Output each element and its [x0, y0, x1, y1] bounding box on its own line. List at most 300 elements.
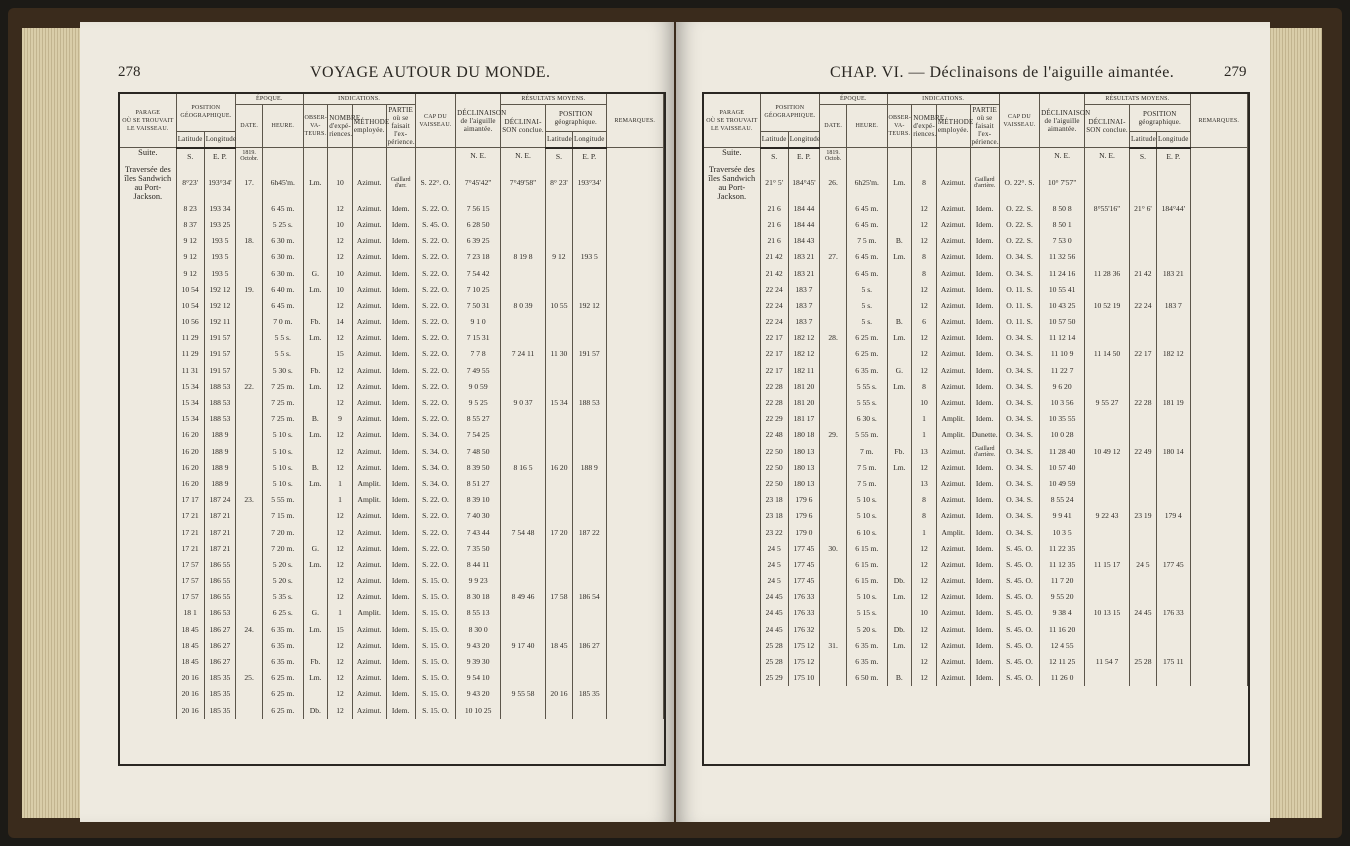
table-cell: 6 25 m. — [263, 686, 303, 702]
table-cell: 10 52 19 — [1085, 298, 1130, 314]
table-cell-remarques — [1190, 476, 1247, 492]
table-cell: 17 57 — [176, 557, 204, 573]
table-cell — [303, 686, 328, 702]
table-cell — [704, 524, 760, 540]
table-cell: 9 9 23 — [456, 573, 501, 589]
table-cell — [1085, 314, 1130, 330]
table-cell — [887, 476, 912, 492]
table-cell: E. P. — [204, 148, 235, 165]
table-cell — [912, 148, 937, 165]
table-cell: 6 45 m. — [847, 217, 887, 233]
table-cell: 10 — [328, 165, 353, 201]
header-observateurs: OBSER- VA- TEURS. — [887, 105, 912, 148]
table-cell: 18 45 — [545, 638, 572, 654]
table-cell: 8 — [912, 379, 937, 395]
table-cell — [1129, 314, 1156, 330]
table-cell — [120, 589, 176, 605]
table-cell: 8 44 11 — [456, 557, 501, 573]
table-cell: 7 53 0 — [1040, 233, 1085, 249]
table-cell: Idem. — [970, 476, 999, 492]
table-cell — [1129, 217, 1156, 233]
table-cell: 188 9 — [572, 460, 606, 476]
table-cell — [1085, 233, 1130, 249]
table-cell: Idem. — [386, 282, 415, 298]
table-cell: 21 6 — [760, 233, 788, 249]
table-cell: Lm. — [303, 379, 328, 395]
table-cell: 11 12 14 — [1040, 330, 1085, 346]
table-cell: 10 — [328, 217, 353, 233]
table-cell: Azimut. — [936, 298, 970, 314]
table-cell: 6 30 s. — [847, 411, 887, 427]
table-cell — [1156, 427, 1190, 443]
table-cell: 6 45 m. — [263, 298, 303, 314]
table-cell: 12 — [912, 589, 937, 605]
table-cell: 188 9 — [204, 427, 235, 443]
table-cell — [501, 363, 546, 379]
table-cell: 12 — [328, 444, 353, 460]
table-row — [120, 148, 664, 165]
table-row — [120, 605, 664, 621]
table-cell — [820, 201, 847, 217]
table-cell: Idem. — [386, 541, 415, 557]
header-latitude-result: Latitude — [1129, 131, 1156, 147]
table-cell: 5 30 s. — [263, 363, 303, 379]
table-cell: 184 44 — [788, 201, 819, 217]
table-cell — [501, 444, 546, 460]
table-cell: Azimut. — [936, 217, 970, 233]
table-cell: 17 21 — [176, 524, 204, 540]
table-cell: 18 45 — [176, 622, 204, 638]
table-cell — [820, 622, 847, 638]
header-declinaison: DÉCLINAISON de l'aiguille aimantée. — [1040, 94, 1085, 148]
table-cell: 8 — [912, 492, 937, 508]
table-cell: Azimut. — [352, 217, 386, 233]
table-cell-remarques — [606, 346, 663, 362]
table-row — [704, 460, 1248, 476]
table-cell: 182 12 — [788, 346, 819, 362]
table-cell: N. E. — [1085, 148, 1130, 165]
table-cell: Azimut. — [936, 395, 970, 411]
table-cell: 1 — [912, 411, 937, 427]
table-cell: Amplit. — [936, 524, 970, 540]
table-cell: S. 45. O. — [415, 217, 455, 233]
table-cell — [820, 265, 847, 281]
table-cell: 11 31 — [176, 363, 204, 379]
table-cell: O. 11. S. — [999, 314, 1039, 330]
table-cell: 183 21 — [1156, 265, 1190, 281]
table-cell-remarques — [1190, 201, 1247, 217]
table-cell: 24 45 — [760, 622, 788, 638]
table-cell — [572, 508, 606, 524]
table-cell — [887, 346, 912, 362]
table-cell: S. 45. O. — [999, 670, 1039, 686]
table-cell — [1085, 492, 1130, 508]
table-cell: 193 34 — [204, 201, 235, 217]
table-cell: 9 55 58 — [501, 686, 546, 702]
table-cell: 22 24 — [760, 298, 788, 314]
table-cell: Azimut. — [352, 395, 386, 411]
table-cell: Gaillard d'arr. — [386, 165, 415, 201]
table-cell: 186 55 — [204, 589, 235, 605]
table-cell — [501, 557, 546, 573]
table-cell: Azimut. — [352, 670, 386, 686]
table-cell: Idem. — [386, 654, 415, 670]
table-cell: 17 57 — [176, 573, 204, 589]
table-cell: 9 54 10 — [456, 670, 501, 686]
table-cell — [572, 363, 606, 379]
table-cell: 15 34 — [176, 411, 204, 427]
table-cell: Azimut. — [352, 541, 386, 557]
page-edges-left — [22, 28, 80, 818]
table-cell — [820, 573, 847, 589]
table-cell: 177 45 — [788, 557, 819, 573]
table-cell: 11 10 9 — [1040, 346, 1085, 362]
table-cell: 180 14 — [1156, 444, 1190, 460]
table-cell — [1156, 165, 1190, 201]
table-cell — [1085, 249, 1130, 265]
table-cell: 25 28 — [760, 654, 788, 670]
table-cell: Lm. — [303, 476, 328, 492]
table-cell: 11 29 — [176, 330, 204, 346]
table-cell: 176 33 — [788, 605, 819, 621]
table-cell: 20 16 — [176, 670, 204, 686]
table-cell: 8 19 8 — [501, 249, 546, 265]
table-cell: 182 12 — [788, 330, 819, 346]
table-cell: S. 22°. O. — [415, 165, 455, 201]
table-cell — [704, 346, 760, 362]
table-cell: 186 55 — [204, 557, 235, 573]
table-cell: E. P. — [1156, 148, 1190, 165]
table-cell: 9 9 41 — [1040, 508, 1085, 524]
table-row — [704, 379, 1248, 395]
table-cell: 12 — [912, 330, 937, 346]
header-nombre: NOMBRE d'expé- riences. — [328, 105, 353, 148]
table-cell — [1085, 622, 1130, 638]
table-cell: 21° 5' — [760, 165, 788, 201]
table-cell: 179 4 — [1156, 508, 1190, 524]
table-cell: 176 33 — [788, 589, 819, 605]
table-row — [120, 541, 664, 557]
header-heure: HEURE. — [847, 105, 887, 148]
table-cell: Suite. — [704, 148, 760, 165]
table-cell: 7 7 8 — [456, 346, 501, 362]
table-row — [120, 427, 664, 443]
header-epoque: ÉPOQUE. — [236, 94, 303, 105]
table-cell-remarques — [1190, 524, 1247, 540]
table-cell: 12 — [912, 622, 937, 638]
table-cell: 22 17 — [760, 363, 788, 379]
table-cell: 1819. Octobr. — [236, 148, 263, 165]
table-cell: 31. — [820, 638, 847, 654]
table-cell: N. E. — [456, 148, 501, 165]
table-cell: Idem. — [970, 233, 999, 249]
table-cell-remarques — [1190, 148, 1247, 165]
table-cell: 1 — [328, 492, 353, 508]
table-cell: S. 22. O. — [415, 233, 455, 249]
table-row — [120, 589, 664, 605]
table-row — [704, 541, 1248, 557]
table-cell: O. 34. S. — [999, 379, 1039, 395]
table-cell: 12 — [912, 233, 937, 249]
table-cell: 193 5 — [204, 233, 235, 249]
table-row — [120, 670, 664, 686]
table-cell: Azimut. — [936, 346, 970, 362]
table-cell: Azimut. — [936, 233, 970, 249]
table-row — [704, 282, 1248, 298]
table-cell: 177 45 — [1156, 557, 1190, 573]
table-cell — [501, 622, 546, 638]
table-cell — [120, 686, 176, 702]
table-cell — [704, 541, 760, 557]
table-cell: Idem. — [970, 622, 999, 638]
table-cell: B. — [887, 314, 912, 330]
table-cell: 22 24 — [760, 314, 788, 330]
table-cell: 23. — [236, 492, 263, 508]
table-cell: 5 10 s. — [847, 508, 887, 524]
table-cell: Azimut. — [352, 654, 386, 670]
table-cell: S. 22. O. — [415, 282, 455, 298]
table-cell: Idem. — [386, 217, 415, 233]
table-cell — [572, 605, 606, 621]
table-row — [120, 460, 664, 476]
table-cell: 6 50 m. — [847, 670, 887, 686]
table-cell: S. 22. O. — [415, 249, 455, 265]
table-cell: 12 — [328, 524, 353, 540]
table-cell — [120, 363, 176, 379]
table-cell — [820, 605, 847, 621]
table-cell: S. 22. O. — [415, 298, 455, 314]
table-cell: 192 11 — [204, 314, 235, 330]
table-cell: Idem. — [386, 573, 415, 589]
header-methode: MÉTHODE employée. — [936, 105, 970, 148]
table-cell: 17 20 — [545, 524, 572, 540]
table-cell — [545, 282, 572, 298]
table-cell: 22 50 — [760, 444, 788, 460]
table-cell: Azimut. — [352, 427, 386, 443]
table-cell — [1085, 379, 1130, 395]
table-cell: 9 55 20 — [1040, 589, 1085, 605]
table-cell: 5 s. — [847, 314, 887, 330]
table-cell — [545, 314, 572, 330]
table-cell: 5 10 s. — [847, 589, 887, 605]
table-cell-remarques — [606, 654, 663, 670]
table-cell: Azimut. — [352, 314, 386, 330]
table-cell: 16 20 — [176, 476, 204, 492]
table-cell: 188 9 — [204, 476, 235, 492]
table-cell: Azimut. — [352, 460, 386, 476]
table-cell: 7 15 m. — [263, 508, 303, 524]
table-cell: Idem. — [970, 282, 999, 298]
table-cell: 5 10 s. — [263, 460, 303, 476]
table-cell — [887, 508, 912, 524]
table-cell: 6 35 m. — [263, 654, 303, 670]
table-cell — [820, 282, 847, 298]
table-cell-remarques — [1190, 427, 1247, 443]
table-cell: Azimut. — [936, 476, 970, 492]
table-cell: Azimut. — [352, 233, 386, 249]
header-latitude-result: Latitude — [545, 131, 572, 147]
table-cell: 8°23' — [176, 165, 204, 201]
table-cell — [236, 201, 263, 217]
table-cell: 7 54 48 — [501, 524, 546, 540]
table-cell — [120, 460, 176, 476]
table-cell: 183 7 — [788, 298, 819, 314]
table-cell: Azimut. — [936, 201, 970, 217]
table-cell — [820, 476, 847, 492]
table-cell: S. 22. O. — [415, 411, 455, 427]
table-cell: 9 55 27 — [1085, 395, 1130, 411]
declination-table — [702, 92, 1250, 766]
table-cell — [572, 622, 606, 638]
table-row — [704, 573, 1248, 589]
table-cell: S. 22. O. — [415, 395, 455, 411]
table-cell: Idem. — [386, 476, 415, 492]
table-cell: Lm. — [303, 557, 328, 573]
table-cell — [887, 217, 912, 233]
table-cell: S. 15. O. — [415, 654, 455, 670]
table-cell — [1156, 233, 1190, 249]
table-cell — [1129, 427, 1156, 443]
table-cell: 7 35 50 — [456, 541, 501, 557]
table-cell: 17 17 — [176, 492, 204, 508]
table-cell — [236, 476, 263, 492]
table-cell: 29. — [820, 427, 847, 443]
table-cell-remarques — [1190, 622, 1247, 638]
table-cell-remarques — [1190, 508, 1247, 524]
table-cell: 7 10 25 — [456, 282, 501, 298]
table-cell — [887, 492, 912, 508]
table-cell — [820, 589, 847, 605]
table-cell-remarques — [606, 703, 663, 719]
table-cell: 8 37 — [176, 217, 204, 233]
table-cell-remarques — [1190, 298, 1247, 314]
table-cell — [501, 508, 546, 524]
table-cell — [545, 363, 572, 379]
table-cell: 12 — [328, 703, 353, 719]
table-cell: Idem. — [386, 557, 415, 573]
table-cell — [572, 233, 606, 249]
table-cell — [572, 557, 606, 573]
table-cell: O. 34. S. — [999, 508, 1039, 524]
table-cell: 191 57 — [572, 346, 606, 362]
table-cell: S. 15. O. — [415, 589, 455, 605]
table-cell-remarques — [1190, 346, 1247, 362]
table-cell: 183 21 — [788, 265, 819, 281]
table-cell: 187 21 — [204, 508, 235, 524]
table-row — [704, 249, 1248, 265]
table-cell-remarques — [606, 395, 663, 411]
table-cell: 5 15 s. — [847, 605, 887, 621]
table-cell: O. 11. S. — [999, 298, 1039, 314]
table-cell — [236, 427, 263, 443]
table-cell: 8°55'16" — [1085, 201, 1130, 217]
table-cell: 7 43 44 — [456, 524, 501, 540]
table-cell: 11 26 0 — [1040, 670, 1085, 686]
table-cell — [120, 670, 176, 686]
table-cell: 15 — [328, 346, 353, 362]
table-cell: Idem. — [386, 411, 415, 427]
table-cell: 6h45'm. — [263, 165, 303, 201]
table-cell: 8 50 1 — [1040, 217, 1085, 233]
table-cell — [236, 686, 263, 702]
table-cell: S. 45. O. — [999, 573, 1039, 589]
table-cell: 9 — [328, 411, 353, 427]
table-cell: 186 53 — [204, 605, 235, 621]
table-cell: Azimut. — [352, 589, 386, 605]
table-cell: 12 — [328, 427, 353, 443]
table-cell: Fb. — [303, 654, 328, 670]
table-cell: 24 5 — [1129, 557, 1156, 573]
table-cell: 7 20 m. — [263, 541, 303, 557]
table-cell — [120, 444, 176, 460]
table-cell: 6 30 m. — [263, 265, 303, 281]
table-cell-remarques — [606, 249, 663, 265]
table-cell: N. E. — [1040, 148, 1085, 165]
table-cell: 6 25 m. — [263, 670, 303, 686]
table-cell: S. 22. O. — [415, 541, 455, 557]
table-cell: Azimut. — [352, 411, 386, 427]
table-cell — [704, 330, 760, 346]
table-cell — [1085, 282, 1130, 298]
table-cell — [704, 670, 760, 686]
table-cell: 12 — [328, 460, 353, 476]
table-cell: Idem. — [970, 249, 999, 265]
table-cell: O. 34. S. — [999, 346, 1039, 362]
table-cell — [1129, 411, 1156, 427]
table-cell: Idem. — [970, 492, 999, 508]
table-cell: Lm. — [303, 670, 328, 686]
table-cell: Idem. — [970, 298, 999, 314]
table-cell: G. — [887, 363, 912, 379]
table-cell: 192 12 — [204, 282, 235, 298]
table-row — [704, 411, 1248, 427]
table-cell — [704, 249, 760, 265]
table-row — [704, 476, 1248, 492]
table-cell: Idem. — [970, 638, 999, 654]
table-cell: 5 55 m. — [847, 427, 887, 443]
table-cell — [303, 444, 328, 460]
table-cell — [704, 314, 760, 330]
table-cell: 17. — [236, 165, 263, 201]
table-cell-remarques — [1190, 330, 1247, 346]
table-row — [120, 492, 664, 508]
table-cell: Idem. — [386, 314, 415, 330]
table-cell — [820, 298, 847, 314]
table-cell — [1156, 282, 1190, 298]
table-row — [120, 282, 664, 298]
header-longitude-result: Longitude — [572, 131, 606, 147]
table-cell: Idem. — [386, 395, 415, 411]
table-cell — [236, 330, 263, 346]
table-cell: 21 6 — [760, 217, 788, 233]
table-cell: 8 55 27 — [456, 411, 501, 427]
table-cell: Idem. — [970, 265, 999, 281]
table-cell: 10 49 59 — [1040, 476, 1085, 492]
table-cell: 6 15 m. — [847, 541, 887, 557]
table-cell: Azimut. — [352, 524, 386, 540]
table-cell: Azimut. — [936, 165, 970, 201]
table-cell: 24 45 — [760, 605, 788, 621]
table-cell: Idem. — [386, 670, 415, 686]
table-cell: Idem. — [970, 573, 999, 589]
left-page — [80, 22, 674, 822]
table-cell — [236, 573, 263, 589]
table-cell-remarques — [606, 233, 663, 249]
table-cell: S. 34. O. — [415, 427, 455, 443]
table-cell: 9 22 43 — [1085, 508, 1130, 524]
table-cell — [887, 654, 912, 670]
table-cell: 175 12 — [788, 638, 819, 654]
